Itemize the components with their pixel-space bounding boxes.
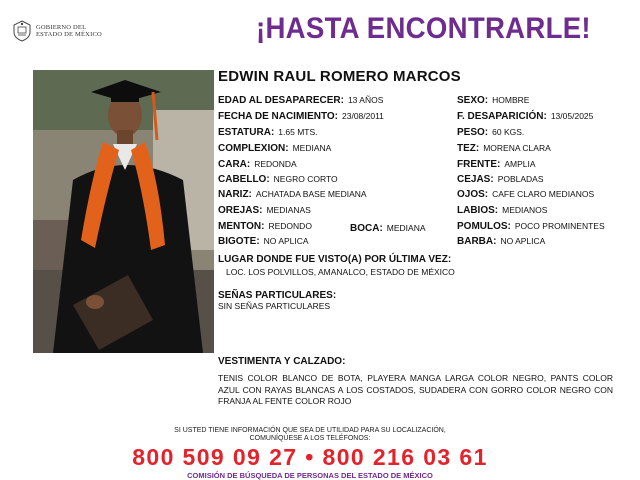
poster-header bbox=[0, 0, 640, 62]
field-pomulos-value: POCO PROMINENTES bbox=[514, 221, 605, 231]
field-labios bbox=[457, 205, 547, 216]
field-menton-value: REDONDO bbox=[268, 221, 312, 231]
field-barba-label: BARBA: bbox=[457, 236, 497, 247]
footer-commission: COMISIÓN DE BÚSQUEDA DE PERSONAS DEL ESTADO DE MÉXICO bbox=[187, 471, 433, 480]
contact-note-line1: SI USTED TIENE INFORMACIÓN QUE SEA DE UTILIDAD PARA SU LOCALIZACIÓN, bbox=[174, 427, 446, 434]
field-menton bbox=[218, 221, 312, 232]
field-cejas-value: POBLADAS bbox=[497, 174, 544, 184]
field-barba bbox=[457, 236, 545, 247]
field-tez-label: TEZ: bbox=[457, 143, 480, 154]
vestimenta-label: VESTIMENTA Y CALZADO: bbox=[218, 356, 346, 367]
field-complexion-label: COMPLEXION: bbox=[218, 143, 289, 154]
field-sexo-value: HOMBRE bbox=[492, 95, 530, 105]
field-frente bbox=[457, 159, 536, 170]
field-peso-label: PESO: bbox=[457, 127, 489, 138]
field-sexo-label: SEXO: bbox=[457, 95, 489, 106]
field-bigote-label: BIGOTE: bbox=[218, 236, 260, 247]
field-complexion-value: MEDIANA bbox=[292, 143, 332, 153]
field-cabello-value: NEGRO CORTO bbox=[273, 174, 338, 184]
field-bigote-value: NO APLICA bbox=[263, 236, 309, 246]
field-nacimiento bbox=[218, 111, 384, 122]
logo-text-line2: ESTADO DE MÉXICO bbox=[36, 31, 102, 38]
field-cara bbox=[218, 159, 297, 170]
field-peso-value: 60 KGS. bbox=[492, 127, 525, 137]
field-boca-value: MEDIANA bbox=[386, 223, 426, 233]
field-pomulos-label: POMULOS: bbox=[457, 221, 511, 232]
field-menton-label: MENTON: bbox=[218, 221, 265, 232]
contact-note-line2: COMUNÍQUESE A LOS TELÉFONOS: bbox=[249, 435, 371, 442]
field-nariz bbox=[218, 189, 367, 200]
field-cejas bbox=[457, 174, 544, 185]
field-nacimiento-value: 23/08/2011 bbox=[342, 111, 384, 121]
phone-numbers: 800 509 09 27 • 800 216 03 61 bbox=[132, 444, 488, 470]
field-cabello-label: CABELLO: bbox=[218, 174, 270, 185]
field-boca bbox=[350, 223, 426, 234]
field-nacimiento-label: FECHA DE NACIMIENTO: bbox=[218, 111, 338, 122]
field-desaparicion-label: F. DESAPARICIÓN: bbox=[457, 111, 547, 122]
field-bigote bbox=[218, 236, 309, 247]
field-cara-value: REDONDA bbox=[254, 159, 297, 169]
field-pomulos bbox=[457, 221, 605, 232]
field-peso bbox=[457, 127, 524, 138]
logo-text bbox=[36, 24, 102, 38]
field-labios-value: MEDIANOS bbox=[502, 205, 548, 215]
field-cejas-label: CEJAS: bbox=[457, 174, 494, 185]
person-name: EDWIN RAUL ROMERO MARCOS bbox=[218, 68, 461, 85]
field-estatura-value: 1.65 MTS. bbox=[278, 127, 318, 137]
field-orejas bbox=[218, 205, 311, 216]
logo-text-line1: GOBIERNO DEL bbox=[36, 24, 87, 31]
vestimenta-value: TENIS COLOR BLANCO DE BOTA, PLAYERA MANGA LARGA COLOR NEGRO, PANTS COLOR AZUL CON RAYAS BLANCAS A LOS COSTADOS, SUDADERA CON GORRO COLOR NEGRO CON FRANJA AL FENTE COLOR ROJO bbox=[218, 373, 613, 406]
field-desaparicion-value: 13/05/2025 bbox=[550, 111, 594, 121]
field-ojos-value: CAFE CLARO MEDIANOS bbox=[492, 189, 595, 199]
field-frente-label: FRENTE: bbox=[457, 159, 501, 170]
field-tez-value: MORENA CLARA bbox=[483, 143, 551, 153]
field-desaparicion bbox=[457, 111, 593, 122]
field-complexion bbox=[218, 143, 331, 154]
field-estatura bbox=[218, 127, 318, 138]
field-estatura-label: ESTATURA: bbox=[218, 127, 275, 138]
field-cara-label: CARA: bbox=[218, 159, 251, 170]
state-seal-icon bbox=[12, 20, 32, 42]
field-tez bbox=[457, 143, 551, 154]
field-boca-label: BOCA: bbox=[350, 223, 383, 234]
field-nariz-label: NARIZ: bbox=[218, 189, 252, 200]
field-ojos bbox=[457, 189, 594, 200]
field-labios-label: LABIOS: bbox=[457, 205, 499, 216]
field-edad-label: EDAD AL DESAPARECER: bbox=[218, 95, 344, 106]
field-sexo bbox=[457, 95, 529, 106]
lugar-value: LOC. LOS POLVILLOS, AMANALCO, ESTADO DE MÉXICO bbox=[226, 267, 455, 277]
field-orejas-value: MEDIANAS bbox=[266, 205, 311, 215]
field-ojos-label: OJOS: bbox=[457, 189, 489, 200]
missing-person-photo bbox=[33, 70, 214, 353]
field-cabello bbox=[218, 174, 338, 185]
senas-label: SEÑAS PARTICULARES: bbox=[218, 290, 337, 301]
field-frente-value: AMPLIA bbox=[504, 159, 536, 169]
field-barba-value: NO APLICA bbox=[500, 236, 546, 246]
field-edad bbox=[218, 95, 383, 106]
field-nariz-value: ACHATADA BASE MEDIANA bbox=[255, 189, 367, 199]
field-orejas-label: OREJAS: bbox=[218, 205, 263, 216]
contact-note bbox=[150, 427, 470, 443]
government-logo bbox=[12, 20, 102, 42]
headline: ¡HASTA ENCONTRARLE! bbox=[256, 12, 591, 45]
field-edad-value: 13 AÑOS bbox=[347, 95, 384, 105]
senas-value: SIN SEÑAS PARTICULARES bbox=[218, 301, 331, 311]
lugar-label: LUGAR DONDE FUE VISTO(A) POR ÚLTIMA VEZ: bbox=[218, 254, 452, 265]
